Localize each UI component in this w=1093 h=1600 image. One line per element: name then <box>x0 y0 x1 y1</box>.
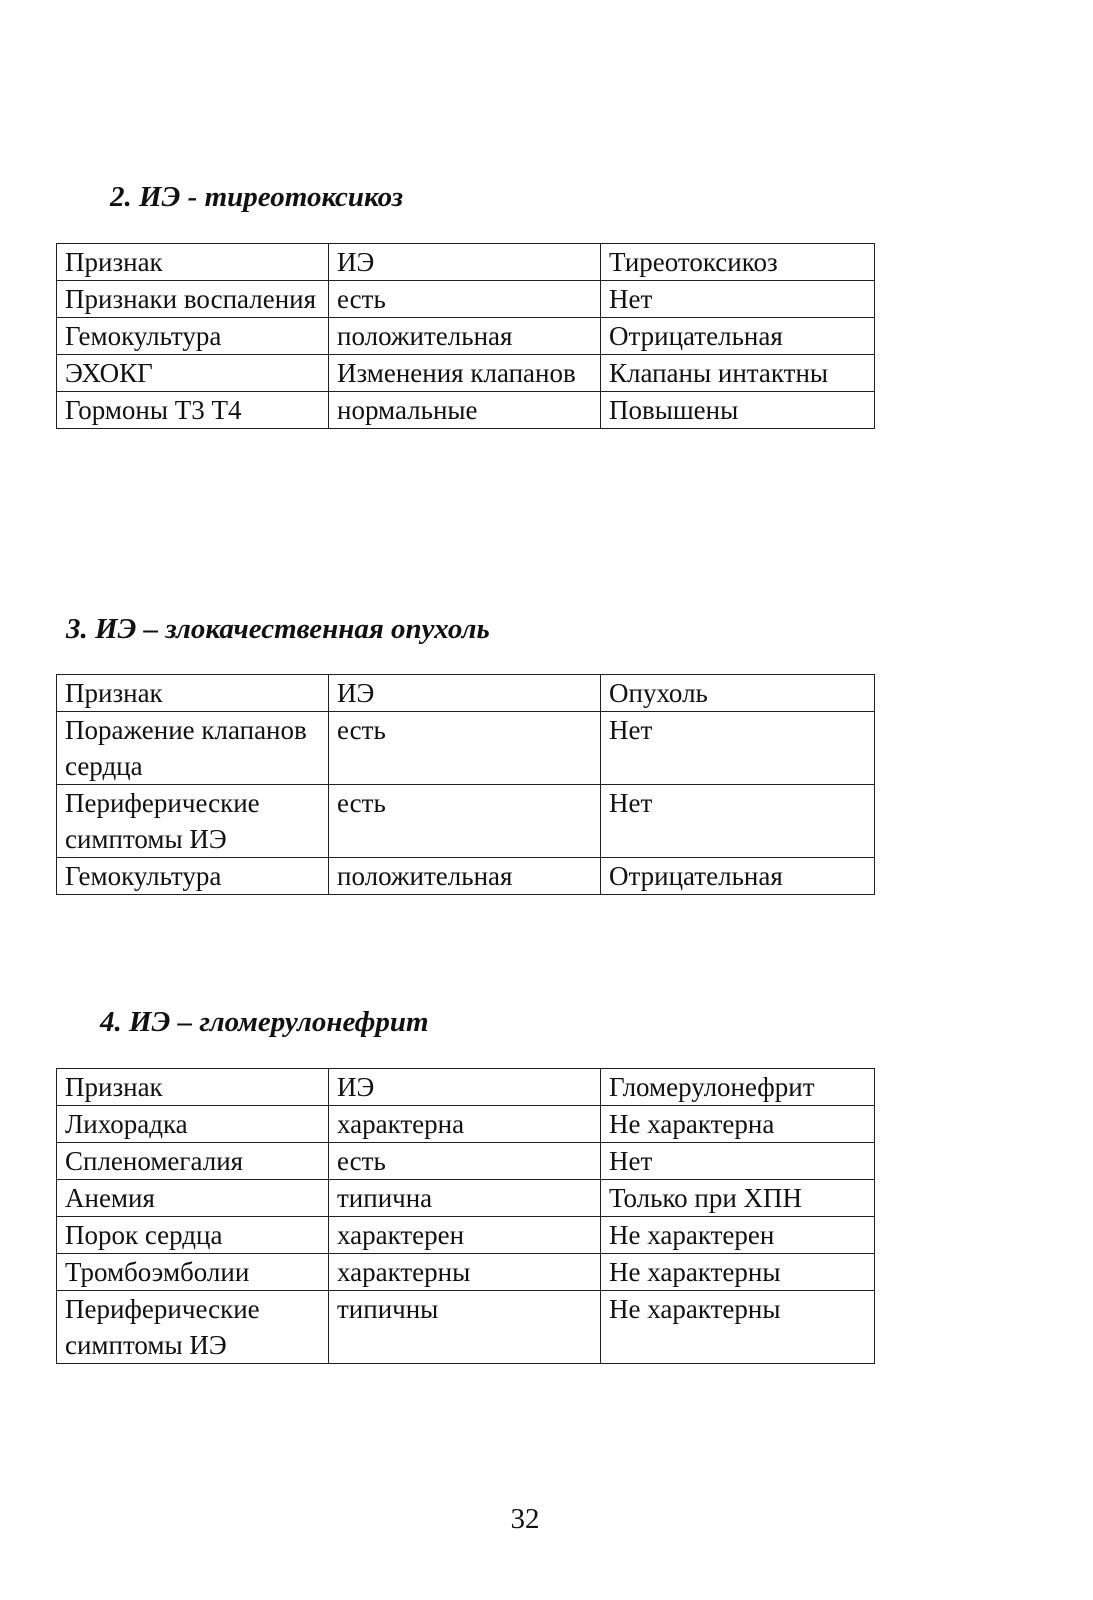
section-heading-glomerulonephritis: 4. ИЭ – гломерулонефрит <box>100 1006 429 1038</box>
table-cell: есть <box>329 1143 601 1180</box>
table-row <box>57 1254 875 1291</box>
table-cell: Изменения клапанов <box>329 355 601 392</box>
header-cell-glomerulonephritis: Гломерулонефрит <box>601 1069 875 1106</box>
table-cell: Нет <box>601 712 875 785</box>
table-cell: Нет <box>601 785 875 858</box>
table-cell: Спленомегалия <box>57 1143 329 1180</box>
header-cell-ie: ИЭ <box>329 244 601 281</box>
table-cell: Не характерен <box>601 1217 875 1254</box>
table-cell: есть <box>329 785 601 858</box>
table-row <box>57 318 875 355</box>
table-row <box>57 281 875 318</box>
table-row <box>57 392 875 429</box>
table-cell: Гемокультура <box>57 858 329 895</box>
table-cell: Клапаны интактны <box>601 355 875 392</box>
table-cell: Тромбоэмболии <box>57 1254 329 1291</box>
table-cell: нормальные <box>329 392 601 429</box>
comparison-table-glomerulonephritis <box>56 1068 875 1364</box>
table-cell: типичны <box>329 1291 601 1364</box>
table-cell: Повышены <box>601 392 875 429</box>
header-cell-sign: Признак <box>57 244 329 281</box>
table-cell: Лихорадка <box>57 1106 329 1143</box>
header-cell-ie: ИЭ <box>329 675 601 712</box>
section-heading-tumor: 3. ИЭ – злокачественная опухоль <box>66 613 490 645</box>
table-cell: Периферические симптомы ИЭ <box>57 785 329 858</box>
table-cell: Только при ХПН <box>601 1180 875 1217</box>
table-cell: есть <box>329 281 601 318</box>
header-cell-ie: ИЭ <box>329 1069 601 1106</box>
table-cell: ЭХОКГ <box>57 355 329 392</box>
table-cell: Поражение клапанов сердца <box>57 712 329 785</box>
table-cell: Не характерна <box>601 1106 875 1143</box>
table-cell: положительная <box>329 318 601 355</box>
table-row <box>57 1291 875 1364</box>
table-cell: Не характерны <box>601 1254 875 1291</box>
table-cell: Не характерны <box>601 1291 875 1364</box>
table-cell: есть <box>329 712 601 785</box>
table-cell: характерна <box>329 1106 601 1143</box>
table-row <box>57 1143 875 1180</box>
header-cell-tumor: Опухоль <box>601 675 875 712</box>
table-cell: Нет <box>601 1143 875 1180</box>
header-cell-sign: Признак <box>57 675 329 712</box>
table-header-row <box>57 244 875 281</box>
table-cell: Нет <box>601 281 875 318</box>
table-cell: Анемия <box>57 1180 329 1217</box>
section-heading-thyrotoxicosis: 2. ИЭ - тиреотоксикоз <box>110 181 404 213</box>
table-cell: Порок сердца <box>57 1217 329 1254</box>
page-number: 32 <box>510 1503 540 1535</box>
header-cell-sign: Признак <box>57 1069 329 1106</box>
table-cell: положительная <box>329 858 601 895</box>
table-cell: Гормоны Т3 Т4 <box>57 392 329 429</box>
table-row <box>57 858 875 895</box>
table-cell: Периферические симптомы ИЭ <box>57 1291 329 1364</box>
table-cell: Отрицательная <box>601 858 875 895</box>
table-row <box>57 712 875 785</box>
table-header-row <box>57 1069 875 1106</box>
table-cell: Отрицательная <box>601 318 875 355</box>
table-row <box>57 355 875 392</box>
table-row <box>57 1180 875 1217</box>
table-row <box>57 1217 875 1254</box>
table-cell: Признаки воспаления <box>57 281 329 318</box>
table-row <box>57 785 875 858</box>
table-cell: Гемокультура <box>57 318 329 355</box>
comparison-table-tumor <box>56 674 875 895</box>
table-header-row <box>57 675 875 712</box>
table-cell: характерны <box>329 1254 601 1291</box>
table-cell: характерен <box>329 1217 601 1254</box>
comparison-table-thyrotoxicosis <box>56 243 875 429</box>
table-row <box>57 1106 875 1143</box>
table-cell: типична <box>329 1180 601 1217</box>
header-cell-thyrotoxicosis: Тиреотоксикоз <box>601 244 875 281</box>
